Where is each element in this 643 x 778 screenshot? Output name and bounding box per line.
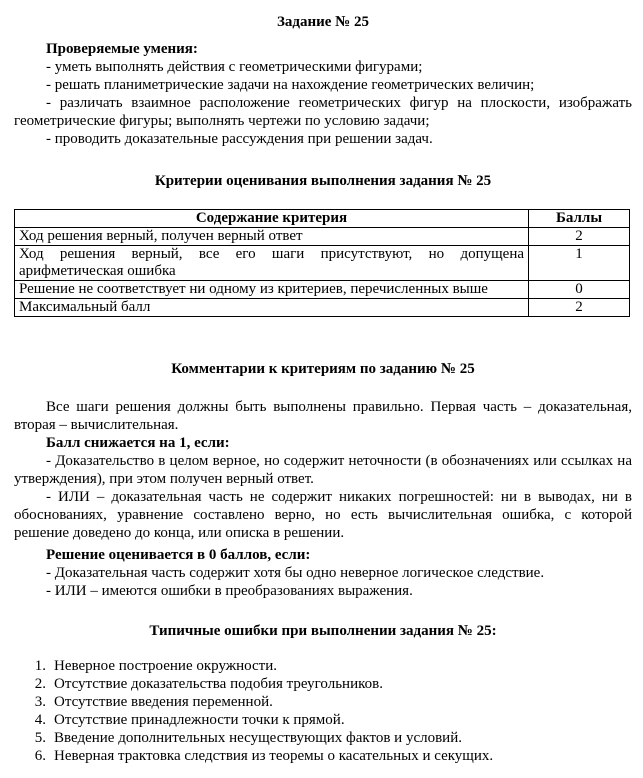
list-item-number: 5. bbox=[34, 730, 46, 746]
criteria-table bbox=[14, 209, 630, 317]
list-item-text: Отсутствие введения переменной. bbox=[54, 694, 273, 710]
list-item bbox=[14, 657, 493, 675]
skill-item-2: - решать планиметрические задачи на нахождение геометрических величин; bbox=[46, 77, 535, 93]
list-item-text: Отсутствие доказательства подобия треугольников. bbox=[54, 676, 383, 692]
list-item-text: Отсутствие принадлежности точки к прямой. bbox=[54, 712, 345, 728]
skills-heading: Проверяемые умения: bbox=[46, 41, 198, 57]
table-row bbox=[15, 299, 630, 317]
list-item-number: 2. bbox=[34, 676, 46, 692]
criterion-points: 2 bbox=[529, 228, 630, 246]
task-title: Задание № 25 bbox=[276, 14, 370, 30]
criteria-table-header bbox=[15, 210, 630, 228]
skill-item-4: - проводить доказательные рассуждения при решении задач. bbox=[46, 131, 433, 147]
list-item bbox=[14, 747, 493, 765]
column-header-points: Баллы bbox=[529, 210, 630, 228]
typical-errors-list bbox=[14, 657, 493, 765]
column-header-content: Содержание критерия bbox=[15, 210, 529, 228]
zero-item-2: - ИЛИ – имеются ошибки в преобразованиях выражения. bbox=[46, 583, 413, 599]
zero-heading: Решение оценивается в 0 баллов, если: bbox=[46, 547, 311, 563]
typical-errors-heading: Типичные ошибки при выполнении задания № 25: bbox=[149, 623, 497, 639]
table-row bbox=[15, 246, 630, 281]
skill-item-3: - различать взаимное расположение геометрических фигур на плоскости, изображать геометрические фигуры; выполнять чертежи по условию задачи; bbox=[14, 95, 632, 129]
comments-heading: Комментарии к критериям по заданию № 25 bbox=[171, 361, 475, 377]
criterion-points: 1 bbox=[529, 246, 630, 281]
list-item bbox=[14, 711, 493, 729]
criterion-text: Ход решения верный, все его шаги присутствуют, но допущена арифметическая ошибка bbox=[15, 246, 529, 281]
list-item bbox=[14, 693, 493, 711]
reduce-item-1: - Доказательство в целом верное, но содержит неточности (в обозначениях или ссылках на утверждения), при этом получен верный ответ. bbox=[14, 453, 632, 487]
table-row bbox=[15, 281, 630, 299]
criterion-text: Максимальный балл bbox=[15, 299, 529, 317]
zero-item-1: - Доказательная часть содержит хотя бы одно неверное логическое следствие. bbox=[46, 565, 545, 581]
list-item-text: Введение дополнительных несуществующих фактов и условий. bbox=[54, 730, 462, 746]
reduce-item-2: - ИЛИ – доказательная часть не содержит никаких погрешностей: ни в выводах, ни в обоснованиях, уравнение составлено верно, но есть вычислительная ошибка, с которой решение доведено до конца, или описка в решении. bbox=[14, 489, 632, 541]
list-item-text: Неверная трактовка следствия из теоремы о касательных и секущих. bbox=[54, 748, 494, 764]
list-item bbox=[14, 729, 493, 747]
list-item-number: 4. bbox=[34, 712, 46, 728]
criterion-text: Ход решения верный, получен верный ответ bbox=[15, 228, 529, 246]
list-item-text: Неверное построение окружности. bbox=[54, 658, 278, 674]
criteria-heading: Критерии оценивания выполнения задания № 25 bbox=[154, 173, 492, 189]
comments-intro: Все шаги решения должны быть выполнены правильно. Первая часть – доказательная, вторая – вычислительная. bbox=[14, 399, 632, 433]
table-row bbox=[15, 228, 630, 246]
skill-item-1: - уметь выполнять действия с геометрическими фигурами; bbox=[46, 59, 423, 75]
list-item bbox=[14, 675, 493, 693]
criterion-points: 0 bbox=[529, 281, 630, 299]
list-item-number: 3. bbox=[34, 694, 46, 710]
reduce-heading: Балл снижается на 1, если: bbox=[46, 435, 230, 451]
criterion-text: Решение не соответствует ни одному из критериев, перечисленных выше bbox=[15, 281, 529, 299]
criterion-points: 2 bbox=[529, 299, 630, 317]
list-item-number: 6. bbox=[34, 748, 46, 764]
list-item-number: 1. bbox=[34, 658, 46, 674]
